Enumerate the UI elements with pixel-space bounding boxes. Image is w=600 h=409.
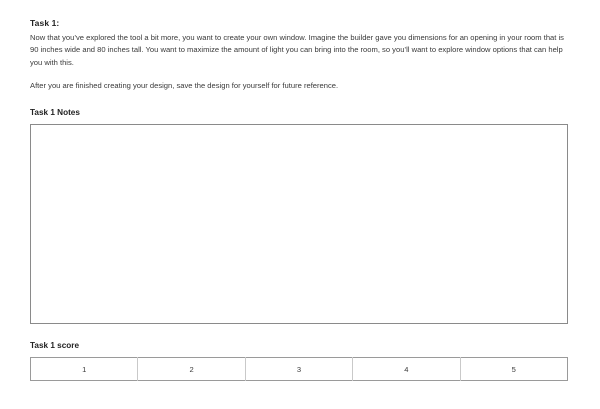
score-option-1[interactable]: 1 [31, 358, 138, 381]
score-option-2[interactable]: 2 [138, 358, 245, 381]
task-heading: Task 1: [30, 18, 60, 28]
score-option-5[interactable]: 5 [511, 364, 516, 374]
score-option-3[interactable]: 3 [245, 358, 352, 381]
task-notes-label: Task 1 Notes [30, 108, 80, 118]
task-score-table [30, 357, 568, 381]
score-option-4[interactable]: 4 [353, 358, 460, 381]
task-description-paragraph-2: After you are finished creating your design, save the design for yourself for future reference. [30, 80, 339, 90]
table-row [31, 358, 568, 381]
task-notes-input[interactable] [30, 124, 568, 324]
task-description-paragraph-1: Now that you’ve explored the tool a bit more, you want to create your own window. Imagine the builder gave you dimensions for an opening in your room that is 90 inches wide and 80 inches tall. You want to maximize the amount of light you can bring into the room, so you’ll want to explore window options that can help you with this. [30, 33, 564, 67]
task-score-label: Task 1 score [30, 341, 80, 351]
